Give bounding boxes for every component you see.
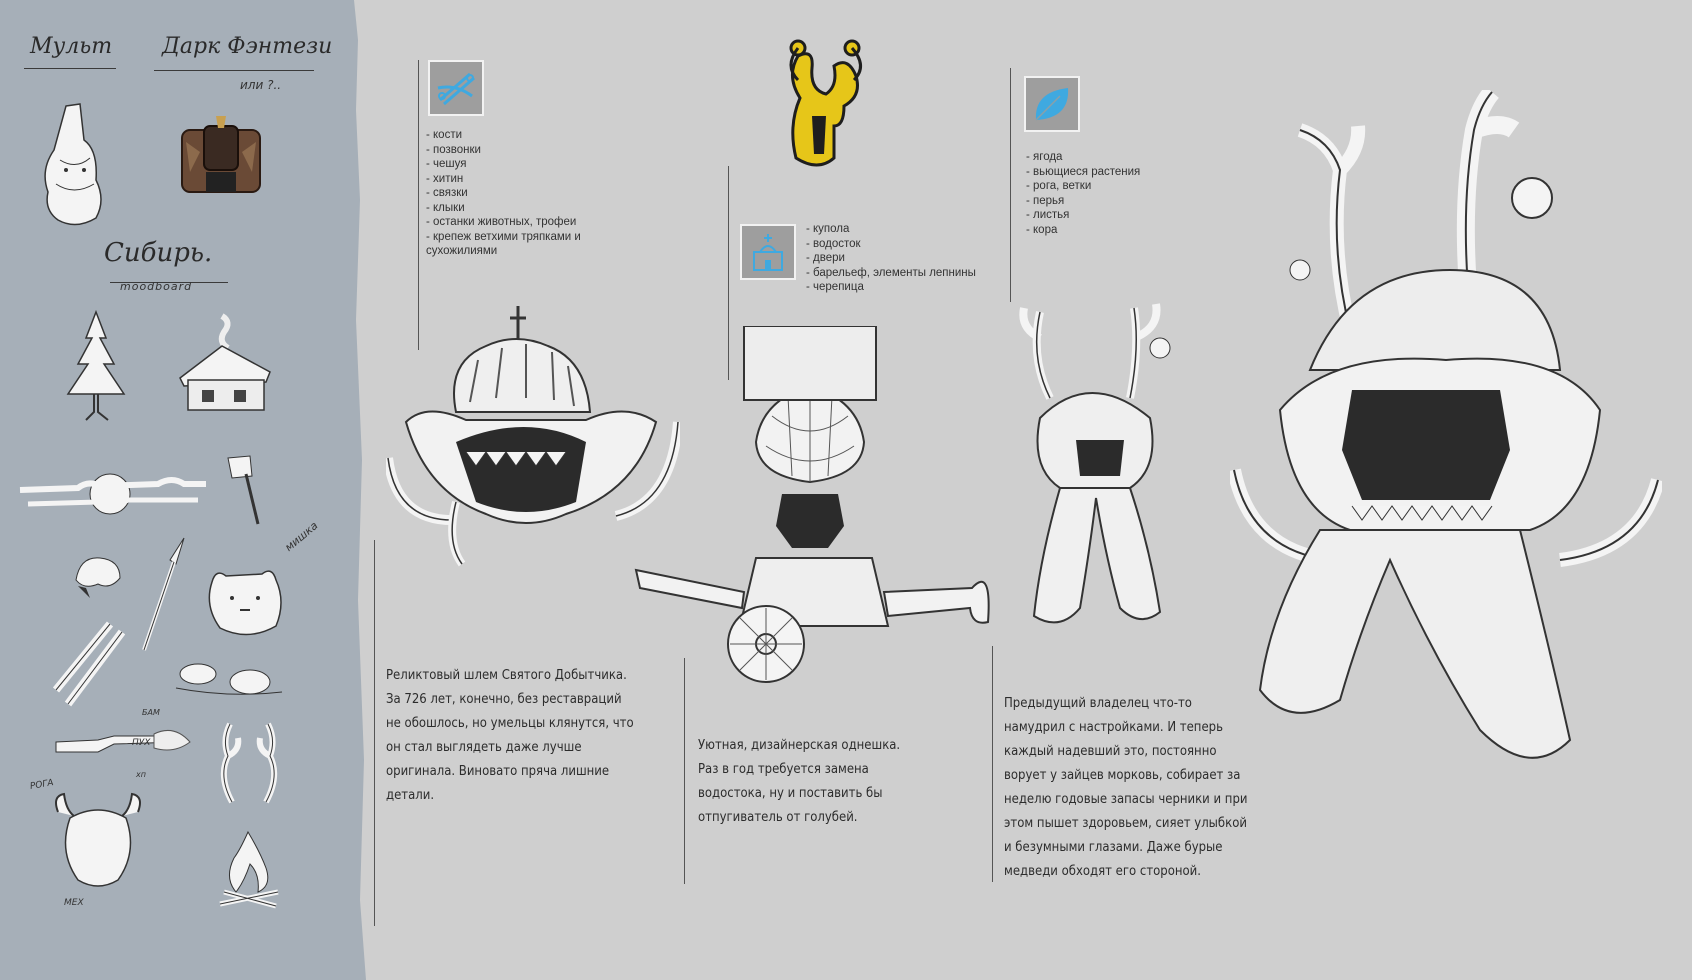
list-item: - двери xyxy=(806,252,845,264)
column2-bottom-line xyxy=(684,658,685,884)
spear-sketch xyxy=(138,534,190,654)
column3-bottom-line xyxy=(992,646,993,882)
column3-icon-swatch xyxy=(1024,76,1080,132)
church-icon xyxy=(746,230,790,274)
underline-dark-fantasy xyxy=(154,70,314,71)
label-moodboard: moodboard xyxy=(120,280,193,293)
list-item: - крепеж ветхими тряпками и сухожилиями xyxy=(426,230,581,257)
yellow-helmet-icon xyxy=(778,36,872,172)
list-item: - листья xyxy=(1026,209,1070,221)
list-item: - хитин xyxy=(426,172,464,185)
list-item: - кости xyxy=(426,129,463,141)
bones-icon xyxy=(434,66,478,110)
axe-sketch xyxy=(222,454,264,530)
dome-helmet-sketch xyxy=(632,326,994,686)
underline-cartoon xyxy=(24,68,116,69)
column2-materials-list xyxy=(806,222,996,295)
moon-clouds-sketch xyxy=(18,470,208,520)
leaf-icon xyxy=(1030,82,1074,126)
column3-materials-list xyxy=(1026,150,1216,237)
skis-sketch xyxy=(50,620,130,710)
list-item: - вьющиеся растения xyxy=(1026,165,1141,178)
column1-bottom-line xyxy=(374,540,375,926)
list-item: - связки xyxy=(426,187,468,199)
column2-description: Уютная, дизайнерская однешка. Раз в год требуется замена водостока, ну и поставить бы отпугиватель от голубей. xyxy=(698,738,901,825)
label-fur: МЕХ xyxy=(64,898,84,908)
tree-helmet-small-sketch xyxy=(1010,298,1178,634)
cabin-sketch xyxy=(172,312,280,416)
cartoon-helmet-sketch xyxy=(36,100,110,232)
list-item: - черепица xyxy=(806,281,864,293)
column1-materials-list xyxy=(426,128,606,259)
label-bam: БАМ xyxy=(142,708,160,717)
column3-description: Предыдущий владелец что-то намудрил с настройками. И теперь каждый надевший это, постоянно ворует у зайцев морковь, собирает за неделю годовые запасы черники и при этом пышет здоровьем, сияет улыбкой и безумными глазами. Даже бурые медведи обходят его стороной. xyxy=(1004,696,1248,879)
label-cartoon: Мульт xyxy=(30,34,113,59)
fur-helmet-sketch xyxy=(52,792,144,892)
label-or: или ?.. xyxy=(240,78,282,92)
list-item: - водосток xyxy=(806,237,861,250)
label-hp: хп xyxy=(136,770,146,779)
label-siberia: Сибирь. xyxy=(104,238,213,268)
list-item: - купола xyxy=(806,223,850,235)
pine-tree-sketch xyxy=(56,308,136,426)
tree-helmet-large-sketch xyxy=(1230,90,1662,790)
antlers-sketch xyxy=(212,716,286,806)
dark-fantasy-helmet-sketch xyxy=(176,112,268,204)
label-bear: мишка xyxy=(282,519,321,554)
campfire-sketch xyxy=(216,828,282,910)
list-item: - чешуя xyxy=(426,158,467,170)
list-item: - барельеф, элементы лепнины xyxy=(806,266,976,279)
list-item: - кора xyxy=(1026,223,1058,236)
bear-head-sketch xyxy=(202,562,292,642)
list-item: - клыки xyxy=(426,201,465,214)
hat-sketch xyxy=(70,550,126,600)
rifle-sketch xyxy=(54,728,192,768)
column3-top-line xyxy=(1010,68,1011,302)
list-item: - позвонки xyxy=(426,143,481,156)
column1-description: Реликтовый шлем Святого Добытчика. За 726 лет, конечно, без реставраций не обошлось, но умельцы клянутся, что он стал выглядеть даже лучше оригинала. Виновато пряча лишние детали. xyxy=(386,668,634,803)
label-horns: РОГА xyxy=(29,778,55,792)
list-item: - перья xyxy=(1026,194,1065,207)
label-dark-fantasy: Дарк Фэнтези xyxy=(162,34,333,59)
column1-icon-swatch xyxy=(428,60,484,116)
list-item: - останки животных, трофеи xyxy=(426,216,577,228)
list-item: - рога, ветки xyxy=(1026,180,1092,192)
list-item: - ягода xyxy=(1026,151,1063,163)
column2-icon-swatch xyxy=(740,224,796,280)
dumplings-sketch xyxy=(174,654,284,702)
label-puh: ПУХ xyxy=(132,738,151,748)
